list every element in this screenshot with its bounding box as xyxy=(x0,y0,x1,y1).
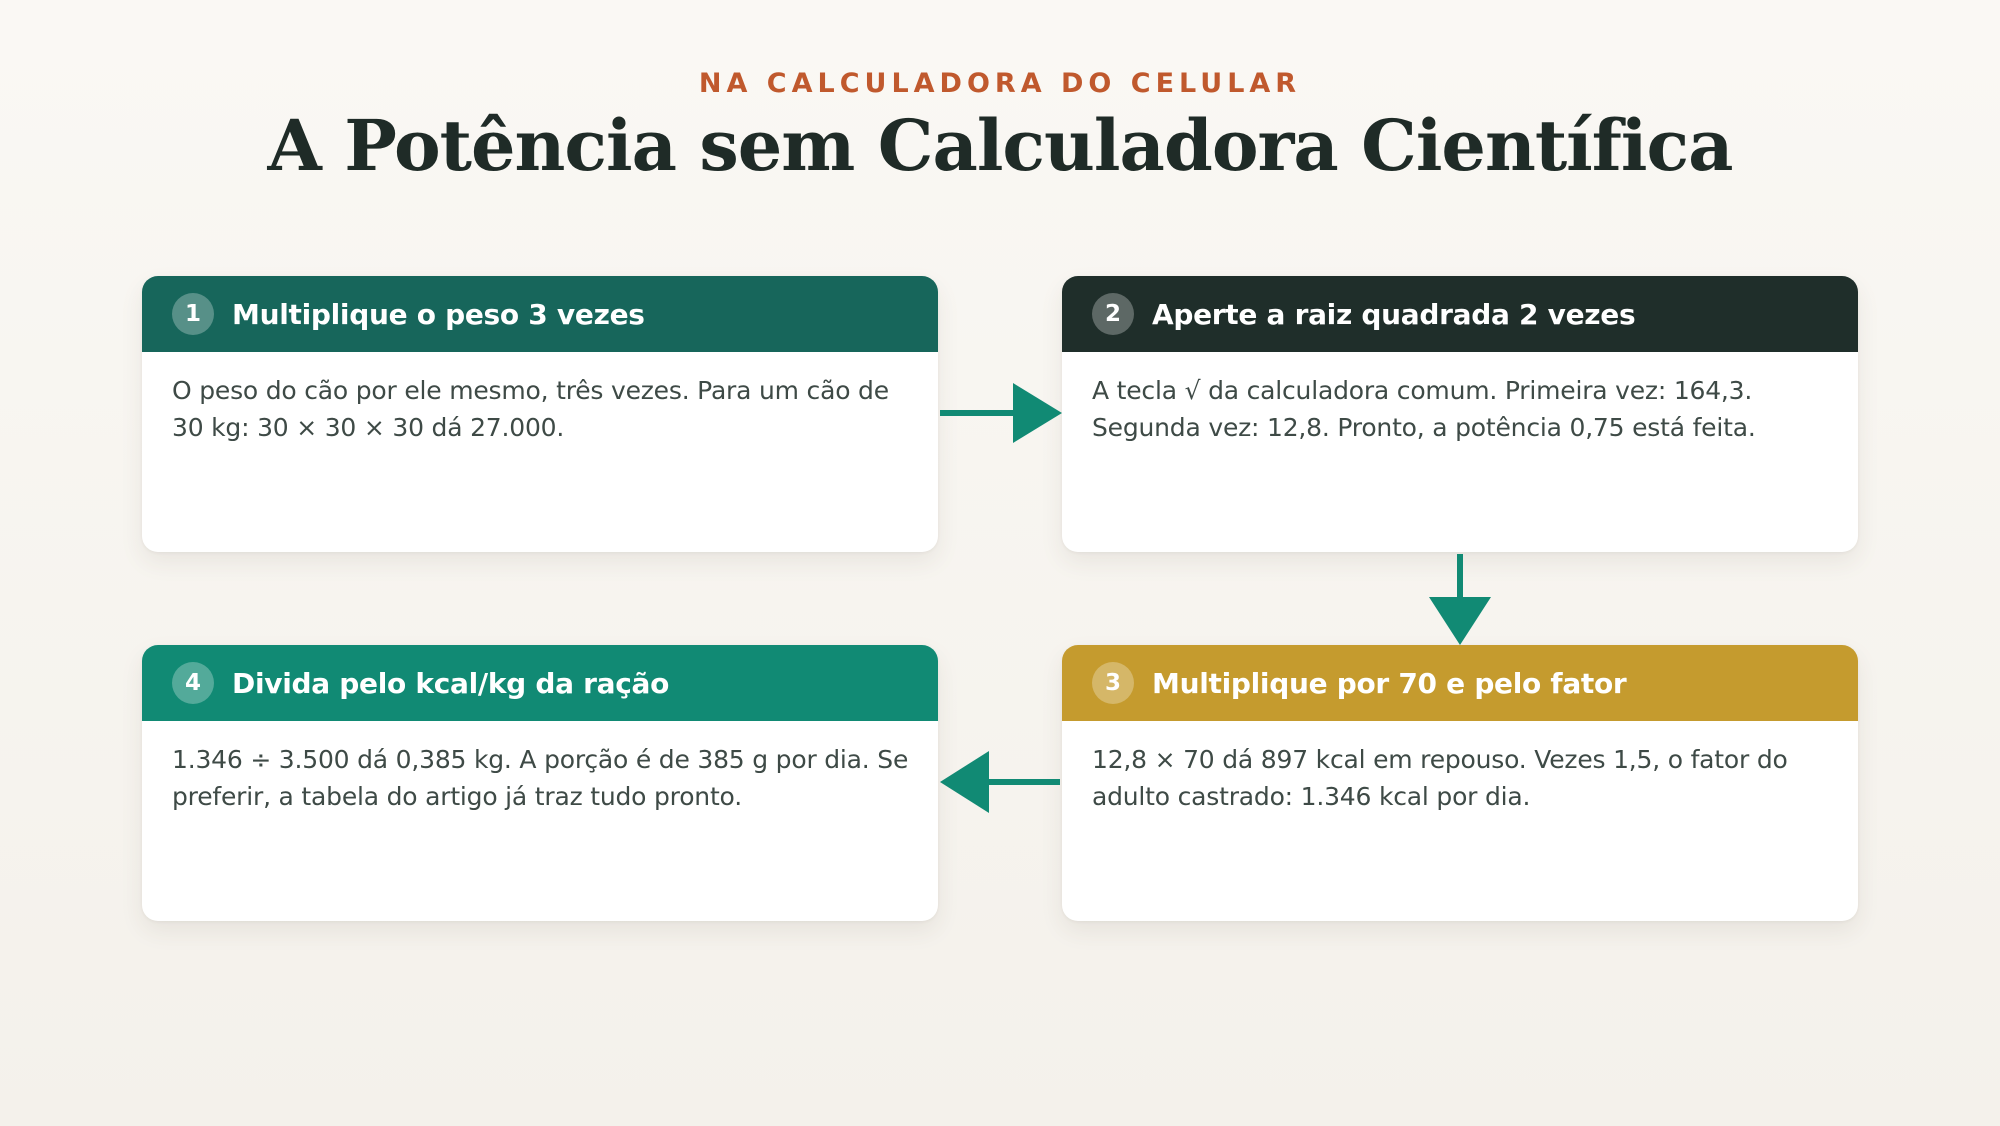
eyebrow-label: NA CALCULADORA DO CELULAR xyxy=(698,68,1302,99)
page-title: A Potência sem Calculadora Científica xyxy=(267,104,1733,187)
step-title: Aperte a raiz quadrada 2 vezes xyxy=(1152,297,1636,331)
step-description: O peso do cão por ele mesmo, três vezes. Para um cão de 30 kg: 30 × 30 × 30 dá 27.000. xyxy=(172,376,889,442)
step-number-badge: 2 xyxy=(1092,293,1134,335)
arrow-down-icon xyxy=(1429,554,1491,645)
step-title: Multiplique por 70 e pelo fator xyxy=(1152,666,1627,700)
arrow-right-icon xyxy=(940,383,1062,443)
arrow-left-icon xyxy=(940,751,1060,813)
step-number-badge: 1 xyxy=(172,293,214,335)
step-description: 1.346 ÷ 3.500 dá 0,385 kg. A porção é de 385 g por dia. Se preferir, a tabela do artigo já traz tudo pronto. xyxy=(172,745,909,811)
step-description: A tecla √ da calculadora comum. Primeira vez: 164,3. Segunda vez: 12,8. Pronto, a potência 0,75 está feita. xyxy=(1092,376,1756,442)
step-number-badge: 4 xyxy=(172,662,214,704)
step-title: Divida pelo kcal/kg da ração xyxy=(232,666,670,700)
step-description: 12,8 × 70 dá 897 kcal em repouso. Vezes 1,5, o fator do adulto castrado: 1.346 kcal por dia. xyxy=(1092,745,1788,811)
step-number-badge: 3 xyxy=(1092,662,1134,704)
step-title: Multiplique o peso 3 vezes xyxy=(232,297,645,331)
